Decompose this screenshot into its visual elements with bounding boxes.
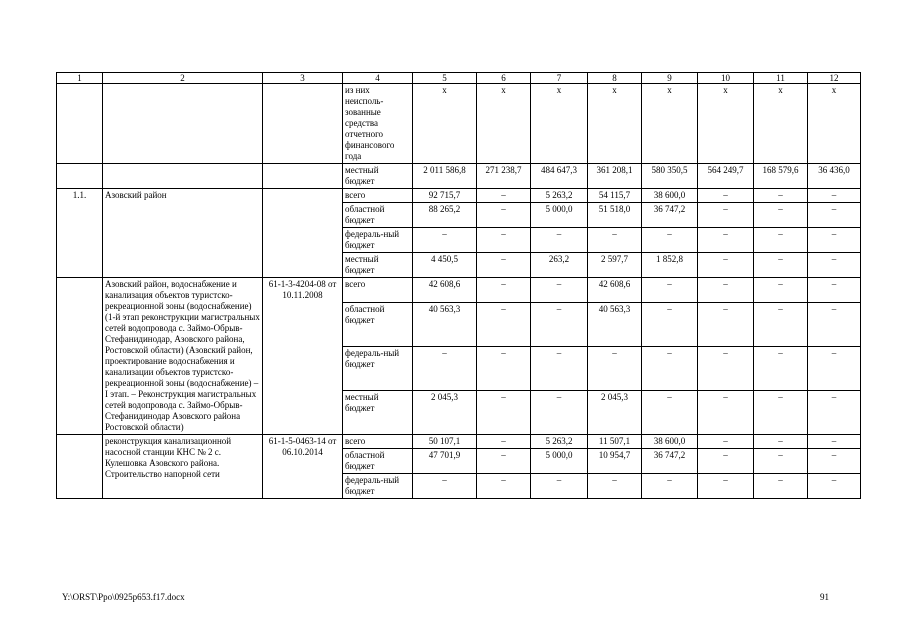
value-cell: – [754, 302, 808, 346]
value-cell: – [698, 390, 754, 434]
value-cell: – [698, 302, 754, 346]
value-cell: – [413, 474, 477, 499]
funding-source-cell: местный бюджет [343, 390, 413, 434]
value-cell: x [588, 84, 642, 164]
document-cell: 61-1-5-0463-14 от 06.10.2014 [263, 435, 343, 499]
value-cell: – [808, 253, 861, 278]
value-cell: x [754, 84, 808, 164]
value-cell: x [531, 84, 588, 164]
document-cell [263, 84, 343, 164]
value-cell: – [808, 449, 861, 474]
value-cell: – [808, 302, 861, 346]
value-cell: 50 107,1 [413, 435, 477, 449]
value-cell: x [698, 84, 754, 164]
value-cell: 51 518,0 [588, 203, 642, 228]
value-cell: – [477, 278, 531, 303]
value-cell: – [477, 449, 531, 474]
value-cell: – [808, 203, 861, 228]
value-cell: – [698, 253, 754, 278]
value-cell: 88 265,2 [413, 203, 477, 228]
value-cell: – [531, 390, 588, 434]
header-cell: 1 [57, 73, 103, 84]
header-cell: 10 [698, 73, 754, 84]
table-row [57, 164, 861, 189]
value-cell: – [588, 474, 642, 499]
funding-source-cell: областной бюджет [343, 203, 413, 228]
value-cell: – [808, 435, 861, 449]
value-cell: 38 600,0 [642, 189, 698, 203]
value-cell: – [698, 203, 754, 228]
value-cell: – [808, 189, 861, 203]
value-cell: – [477, 189, 531, 203]
document-cell: 61-1-3-4204-08 от 10.11.2008 [263, 278, 343, 435]
value-cell: – [642, 474, 698, 499]
value-cell: 484 647,3 [531, 164, 588, 189]
value-cell: – [698, 435, 754, 449]
value-cell: – [808, 390, 861, 434]
value-cell: 47 701,9 [413, 449, 477, 474]
value-cell: 38 600,0 [642, 435, 698, 449]
value-cell: 40 563,3 [413, 302, 477, 346]
value-cell: 2 597,7 [588, 253, 642, 278]
value-cell: – [477, 228, 531, 253]
object-name-cell [103, 164, 263, 189]
funding-source-cell: всего [343, 278, 413, 303]
value-cell: 10 954,7 [588, 449, 642, 474]
value-cell: 11 507,1 [588, 435, 642, 449]
document-cell [263, 164, 343, 189]
header-cell: 6 [477, 73, 531, 84]
object-name-cell: реконструкция канализационной насосной станции КНС № 2 с. Кулешовка Азовского района. Строительство напорной сети [103, 435, 263, 499]
value-cell: – [808, 346, 861, 390]
table-row [57, 84, 861, 164]
item-number-cell [57, 278, 103, 435]
value-cell: – [588, 228, 642, 253]
value-cell: – [642, 278, 698, 303]
value-cell: 92 715,7 [413, 189, 477, 203]
value-cell: – [642, 302, 698, 346]
funding-source-cell: федераль-ный бюджет [343, 346, 413, 390]
value-cell: – [477, 203, 531, 228]
table-row [57, 435, 861, 449]
value-cell: – [413, 346, 477, 390]
table-row [57, 278, 861, 303]
value-cell: 2 011 586,8 [413, 164, 477, 189]
value-cell: 361 208,1 [588, 164, 642, 189]
budget-table [56, 72, 861, 499]
value-cell: 5 000,0 [531, 449, 588, 474]
header-cell: 2 [103, 73, 263, 84]
value-cell: – [642, 346, 698, 390]
funding-source-cell: областной бюджет [343, 302, 413, 346]
value-cell: – [754, 278, 808, 303]
value-cell: 5 263,2 [531, 435, 588, 449]
item-number-cell [57, 164, 103, 189]
value-cell: 54 115,7 [588, 189, 642, 203]
value-cell: 4 450,5 [413, 253, 477, 278]
value-cell: – [698, 189, 754, 203]
file-path: Y:\ORST\Ppo\0925p653.f17.docx [62, 592, 185, 602]
value-cell: – [754, 449, 808, 474]
value-cell: 2 045,3 [413, 390, 477, 434]
value-cell: 271 238,7 [477, 164, 531, 189]
value-cell: – [754, 474, 808, 499]
value-cell: 2 045,3 [588, 390, 642, 434]
object-name-cell [103, 84, 263, 164]
value-cell: 42 608,6 [413, 278, 477, 303]
value-cell: – [754, 203, 808, 228]
table-body [57, 84, 861, 499]
header-cell: 9 [642, 73, 698, 84]
value-cell: – [808, 278, 861, 303]
value-cell: 36 747,2 [642, 203, 698, 228]
value-cell: – [477, 253, 531, 278]
value-cell: – [698, 449, 754, 474]
funding-source-cell: местный бюджет [343, 164, 413, 189]
value-cell: – [588, 346, 642, 390]
object-name-cell: Азовский район [103, 189, 263, 278]
funding-source-cell: местный бюджет [343, 253, 413, 278]
funding-source-cell: федераль-ный бюджет [343, 228, 413, 253]
table-header [57, 73, 861, 84]
value-cell: – [698, 474, 754, 499]
value-cell: – [477, 435, 531, 449]
value-cell: 40 563,3 [588, 302, 642, 346]
value-cell: – [531, 302, 588, 346]
value-cell: – [531, 346, 588, 390]
funding-source-cell: областной бюджет [343, 449, 413, 474]
value-cell: 580 350,5 [642, 164, 698, 189]
value-cell: 36 747,2 [642, 449, 698, 474]
value-cell: – [698, 346, 754, 390]
value-cell: 5 000,0 [531, 203, 588, 228]
value-cell: – [642, 390, 698, 434]
value-cell: 36 436,0 [808, 164, 861, 189]
page-number: 91 [820, 592, 829, 602]
header-cell: 5 [413, 73, 477, 84]
value-cell: – [754, 228, 808, 253]
value-cell: – [808, 474, 861, 499]
value-cell: 564 249,7 [698, 164, 754, 189]
item-number-cell [57, 435, 103, 499]
value-cell: 263,2 [531, 253, 588, 278]
header-cell: 4 [343, 73, 413, 84]
value-cell: – [754, 390, 808, 434]
value-cell: 42 608,6 [588, 278, 642, 303]
value-cell: – [477, 474, 531, 499]
document-cell [263, 189, 343, 278]
funding-source-cell: из них неисполь-зованные средства отчетного финансового года [343, 84, 413, 164]
header-cell: 7 [531, 73, 588, 84]
funding-source-cell: федераль-ный бюджет [343, 474, 413, 499]
value-cell: x [642, 84, 698, 164]
value-cell: x [413, 84, 477, 164]
value-cell: – [531, 228, 588, 253]
value-cell: – [531, 474, 588, 499]
funding-source-cell: всего [343, 435, 413, 449]
value-cell: 1 852,8 [642, 253, 698, 278]
header-cell: 12 [808, 73, 861, 84]
value-cell: – [754, 253, 808, 278]
header-cell: 3 [263, 73, 343, 84]
value-cell: – [698, 278, 754, 303]
value-cell: 168 579,6 [754, 164, 808, 189]
value-cell: – [754, 346, 808, 390]
value-cell: – [413, 228, 477, 253]
value-cell: – [808, 228, 861, 253]
table-row [57, 189, 861, 203]
value-cell: – [754, 435, 808, 449]
value-cell: x [808, 84, 861, 164]
value-cell: – [477, 302, 531, 346]
item-number-cell [57, 84, 103, 164]
value-cell: x [477, 84, 531, 164]
header-cell: 11 [754, 73, 808, 84]
item-number-cell: 1.1. [57, 189, 103, 278]
value-cell: – [477, 390, 531, 434]
value-cell: – [754, 189, 808, 203]
header-cell: 8 [588, 73, 642, 84]
value-cell: – [531, 278, 588, 303]
value-cell: – [477, 346, 531, 390]
value-cell: 5 263,2 [531, 189, 588, 203]
value-cell: – [698, 228, 754, 253]
funding-source-cell: всего [343, 189, 413, 203]
value-cell: – [642, 228, 698, 253]
object-name-cell: Азовский район, водоснабжение и канализация объектов туристско-рекреационной зоны (водоснабжение) (1-й этап реконструкции магистральных сетей водопровода с. Займо-Обрыв-Стефанидинодар, Азовского района, Ростовской области) (Азовский район, проектирование водоснабжения и канализации объектов туристско-рекреационной зоны (водоснабжение) – I этап. – Реконструкция магистральных сетей водопровода с. Займо-Обрыв-Стефанидинодар Азовского района Ростовской области) [103, 278, 263, 435]
